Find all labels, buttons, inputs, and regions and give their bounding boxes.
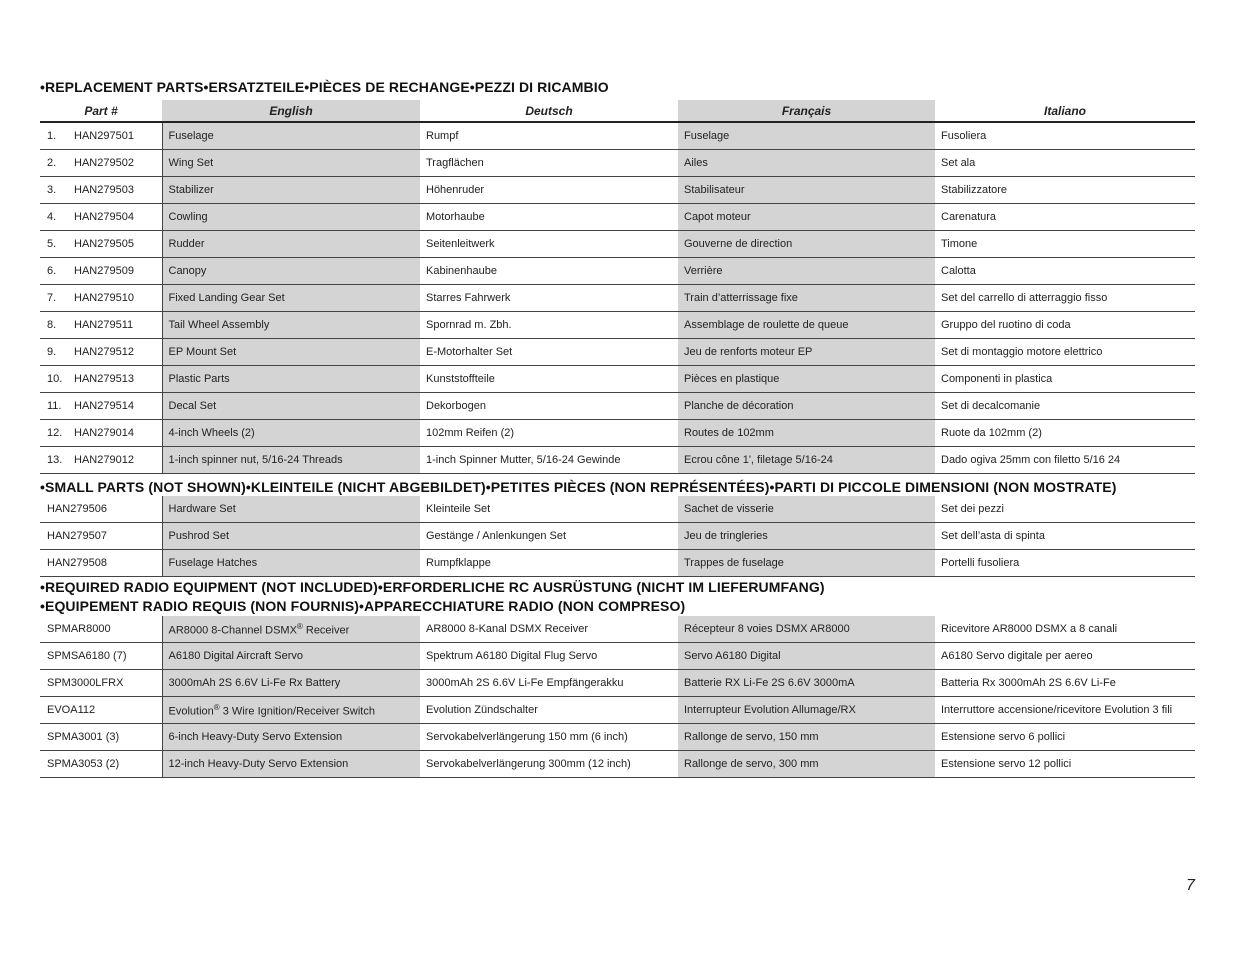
francais-cell: Assemblage de roulette de queue <box>678 312 935 339</box>
part-number-cell <box>40 285 162 312</box>
italiano-cell: Calotta <box>935 258 1195 285</box>
francais-cell: Rallonge de servo, 150 mm <box>678 724 935 751</box>
header-italiano: Italiano <box>1043 103 1086 118</box>
table-row <box>40 447 1195 474</box>
deutsch-cell: Servokabelverlängerung 300mm (12 inch) <box>420 751 678 778</box>
header-english: English <box>162 100 420 122</box>
part-number-cell: HAN279506 <box>40 496 162 523</box>
deutsch-cell: Motorhaube <box>420 204 678 231</box>
italiano-cell: Set del carrello di atterraggio fisso <box>935 285 1195 312</box>
part-number-cell <box>40 393 162 420</box>
table-row <box>40 670 1195 697</box>
item-number: 11. <box>47 400 62 412</box>
english-cell: Cowling <box>162 204 420 231</box>
italiano-cell: Ricevitore AR8000 DSMX a 8 canali <box>935 616 1195 643</box>
table-row <box>40 204 1195 231</box>
italiano-cell: Set dei pezzi <box>935 496 1195 523</box>
radio-equipment-title-line2: •EQUIPEMENT RADIO REQUIS (NON FOURNIS)•APPARECCHIATURE RADIO (NON COMPRESO) <box>40 598 686 614</box>
part-number-text: HAN279014 <box>74 427 134 439</box>
italiano-cell: Timone <box>935 231 1195 258</box>
francais-cell: Gouverne de direction <box>678 231 935 258</box>
italiano-cell: Set dell’asta di spinta <box>935 523 1195 550</box>
table-row <box>40 231 1195 258</box>
deutsch-cell: Gestänge / Anlenkungen Set <box>420 523 678 550</box>
english-cell: Pushrod Set <box>162 523 420 550</box>
deutsch-cell: Kleinteile Set <box>420 496 678 523</box>
francais-cell: Sachet de visserie <box>678 496 935 523</box>
english-cell: EP Mount Set <box>162 339 420 366</box>
part-number-cell <box>40 420 162 447</box>
english-cell: Evolution® 3 Wire Ignition/Receiver Switch <box>162 697 420 724</box>
table-row <box>40 122 1195 150</box>
italiano-cell: Gruppo del ruotino di coda <box>935 312 1195 339</box>
part-number-cell <box>40 231 162 258</box>
deutsch-cell: Spektrum A6180 Digital Flug Servo <box>420 643 678 670</box>
english-cell: 6-inch Heavy-Duty Servo Extension <box>162 724 420 751</box>
radio-equipment-title-line1: •REQUIRED RADIO EQUIPMENT (NOT INCLUDED)•ERFORDERLICHE RC AUSRÜSTUNG (NICHT IM LIEFERUMFANG) <box>40 579 825 595</box>
italiano-cell: Stabilizzatore <box>935 177 1195 204</box>
header-francais: Français <box>678 100 935 122</box>
part-number-cell <box>40 150 162 177</box>
part-number-cell <box>40 258 162 285</box>
italiano-cell: Set ala <box>935 150 1195 177</box>
francais-cell: Ecrou cône 1', filetage 5/16-24 <box>678 447 935 474</box>
italiano-cell: Set di decalcomanie <box>935 393 1195 420</box>
part-number-text: HAN279502 <box>74 157 134 169</box>
deutsch-cell: 1-inch Spinner Mutter, 5/16-24 Gewinde <box>420 447 678 474</box>
part-number-text: HAN279012 <box>74 454 134 466</box>
table-row <box>40 751 1195 778</box>
english-cell: Tail Wheel Assembly <box>162 312 420 339</box>
item-number: 13. <box>47 454 63 466</box>
table-row <box>40 643 1195 670</box>
english-cell: Canopy <box>162 258 420 285</box>
deutsch-cell: Dekorbogen <box>420 393 678 420</box>
francais-cell: Verrière <box>678 258 935 285</box>
table-row <box>40 697 1195 724</box>
part-number-cell <box>40 122 162 150</box>
francais-cell: Servo A6180 Digital <box>678 643 935 670</box>
part-number-text: HAN279513 <box>74 373 134 385</box>
deutsch-cell: Starres Fahrwerk <box>420 285 678 312</box>
part-number-cell: SPMSA6180 (7) <box>40 643 162 670</box>
table-row <box>40 523 1195 550</box>
deutsch-cell: Evolution Zündschalter <box>420 697 678 724</box>
table-row <box>40 496 1195 523</box>
header-part: Part # <box>84 103 118 118</box>
part-number-cell: SPMA3053 (2) <box>40 751 162 778</box>
part-number-cell: SPMA3001 (3) <box>40 724 162 751</box>
english-cell: A6180 Digital Aircraft Servo <box>162 643 420 670</box>
deutsch-cell: Seitenleitwerk <box>420 231 678 258</box>
replacement-parts-title: •REPLACEMENT PARTS•ERSATZTEILE•PIÈCES DE RECHANGE•PEZZI DI RICAMBIO <box>40 79 609 95</box>
part-number-cell <box>40 177 162 204</box>
table-row <box>40 150 1195 177</box>
francais-cell: Routes de 102mm <box>678 420 935 447</box>
deutsch-cell: Rumpf <box>420 122 678 150</box>
italiano-cell: Componenti in plastica <box>935 366 1195 393</box>
header-deutsch: Deutsch <box>525 103 573 118</box>
francais-cell: Stabilisateur <box>678 177 935 204</box>
part-number-cell <box>40 204 162 231</box>
francais-cell: Rallonge de servo, 300 mm <box>678 751 935 778</box>
item-number: 3. <box>47 184 57 196</box>
deutsch-cell: Servokabelverlängerung 150 mm (6 inch) <box>420 724 678 751</box>
item-number: 12. <box>47 427 63 439</box>
italiano-cell: Portelli fusoliera <box>935 550 1195 577</box>
italiano-cell: Carenatura <box>935 204 1195 231</box>
francais-cell: Pièces en plastique <box>678 366 935 393</box>
english-cell: Fixed Landing Gear Set <box>162 285 420 312</box>
item-number: 4. <box>47 211 57 223</box>
italiano-cell: Ruote da 102mm (2) <box>935 420 1195 447</box>
small-parts-title: •SMALL PARTS (NOT SHOWN)•KLEINTEILE (NICHT ABGEBILDET)•PETITES PIÈCES (NON REPRÉSENTÉES)•PARTI DI PICCOLE DIMENSIONI (NON MOSTRATE) <box>40 479 1117 495</box>
table-row <box>40 339 1195 366</box>
francais-cell: Interrupteur Evolution Allumage/RX <box>678 697 935 724</box>
english-cell: Fuselage Hatches <box>162 550 420 577</box>
english-cell: 3000mAh 2S 6.6V Li-Fe Rx Battery <box>162 670 420 697</box>
item-number: 10. <box>47 373 63 385</box>
francais-cell: Ailes <box>678 150 935 177</box>
deutsch-cell: 3000mAh 2S 6.6V Li-Fe Empfängerakku <box>420 670 678 697</box>
item-number: 7. <box>47 292 57 304</box>
italiano-cell: A6180 Servo digitale per aereo <box>935 643 1195 670</box>
part-number-cell: SPM3000LFRX <box>40 670 162 697</box>
italiano-cell: Estensione servo 12 pollici <box>935 751 1195 778</box>
italiano-cell: Set di montaggio motore elettrico <box>935 339 1195 366</box>
francais-cell: Batterie RX Li-Fe 2S 6.6V 3000mA <box>678 670 935 697</box>
deutsch-cell: AR8000 8-Kanal DSMX Receiver <box>420 616 678 643</box>
english-cell: 12-inch Heavy-Duty Servo Extension <box>162 751 420 778</box>
small-parts-table <box>40 496 1195 577</box>
english-cell: Rudder <box>162 231 420 258</box>
italiano-cell: Interruttore accensione/ricevitore Evolution 3 fili <box>935 697 1195 724</box>
part-number-text: HAN279503 <box>74 184 134 196</box>
part-number-cell: HAN279508 <box>40 550 162 577</box>
item-number: 5. <box>47 238 57 250</box>
table-row <box>40 312 1195 339</box>
part-number-text: HAN297501 <box>74 130 134 142</box>
table-row <box>40 285 1195 312</box>
item-number: 2. <box>47 157 57 169</box>
deutsch-cell: Höhenruder <box>420 177 678 204</box>
francais-cell: Planche de décoration <box>678 393 935 420</box>
english-cell: Fuselage <box>162 122 420 150</box>
deutsch-cell: E-Motorhalter Set <box>420 339 678 366</box>
radio-equipment-table <box>40 616 1195 778</box>
table-row <box>40 420 1195 447</box>
francais-cell: Jeu de tringleries <box>678 523 935 550</box>
part-number-text: HAN279511 <box>74 319 134 331</box>
page-number: 7 <box>1186 877 1195 894</box>
part-number-text: HAN279509 <box>74 265 134 277</box>
francais-cell: Récepteur 8 voies DSMX AR8000 <box>678 616 935 643</box>
part-number-cell <box>40 339 162 366</box>
francais-cell: Jeu de renforts moteur EP <box>678 339 935 366</box>
part-number-text: HAN279505 <box>74 238 134 250</box>
english-cell: Plastic Parts <box>162 366 420 393</box>
item-number: 8. <box>47 319 57 331</box>
part-number-cell <box>40 366 162 393</box>
table-row <box>40 616 1195 643</box>
part-number-cell: EVOA112 <box>40 697 162 724</box>
item-number: 9. <box>47 346 57 358</box>
italiano-cell: Estensione servo 6 pollici <box>935 724 1195 751</box>
part-number-text: HAN279512 <box>74 346 134 358</box>
english-cell: Hardware Set <box>162 496 420 523</box>
deutsch-cell: Kabinenhaube <box>420 258 678 285</box>
francais-cell: Train d’atterrissage fixe <box>678 285 935 312</box>
part-number-cell: SPMAR8000 <box>40 616 162 643</box>
table-row <box>40 177 1195 204</box>
english-cell: 1-inch spinner nut, 5/16-24 Threads <box>162 447 420 474</box>
table-row <box>40 366 1195 393</box>
italiano-cell: Batteria Rx 3000mAh 2S 6.6V Li-Fe <box>935 670 1195 697</box>
item-number: 1. <box>47 130 57 142</box>
italiano-cell: Dado ogiva 25mm con filetto 5/16 24 <box>935 447 1195 474</box>
deutsch-cell: Spornrad m. Zbh. <box>420 312 678 339</box>
deutsch-cell: Rumpfklappe <box>420 550 678 577</box>
part-number-cell: HAN279507 <box>40 523 162 550</box>
part-number-text: HAN279510 <box>74 292 134 304</box>
replacement-parts-table <box>40 100 1195 474</box>
italiano-cell: Fusoliera <box>935 122 1195 150</box>
francais-cell: Capot moteur <box>678 204 935 231</box>
english-cell: Decal Set <box>162 393 420 420</box>
english-cell: AR8000 8-Channel DSMX® Receiver <box>162 616 420 643</box>
table-row <box>40 724 1195 751</box>
english-cell: Stabilizer <box>162 177 420 204</box>
english-cell: Wing Set <box>162 150 420 177</box>
francais-cell: Trappes de fuselage <box>678 550 935 577</box>
part-number-cell <box>40 312 162 339</box>
table-row <box>40 550 1195 577</box>
part-number-text: HAN279504 <box>74 211 134 223</box>
part-number-cell <box>40 447 162 474</box>
part-number-text: HAN279514 <box>74 400 134 412</box>
deutsch-cell: Tragflächen <box>420 150 678 177</box>
item-number: 6. <box>47 265 57 277</box>
francais-cell: Fuselage <box>678 122 935 150</box>
table-row <box>40 258 1195 285</box>
deutsch-cell: Kunststoffteile <box>420 366 678 393</box>
english-cell: 4-inch Wheels (2) <box>162 420 420 447</box>
deutsch-cell: 102mm Reifen (2) <box>420 420 678 447</box>
table-row <box>40 393 1195 420</box>
